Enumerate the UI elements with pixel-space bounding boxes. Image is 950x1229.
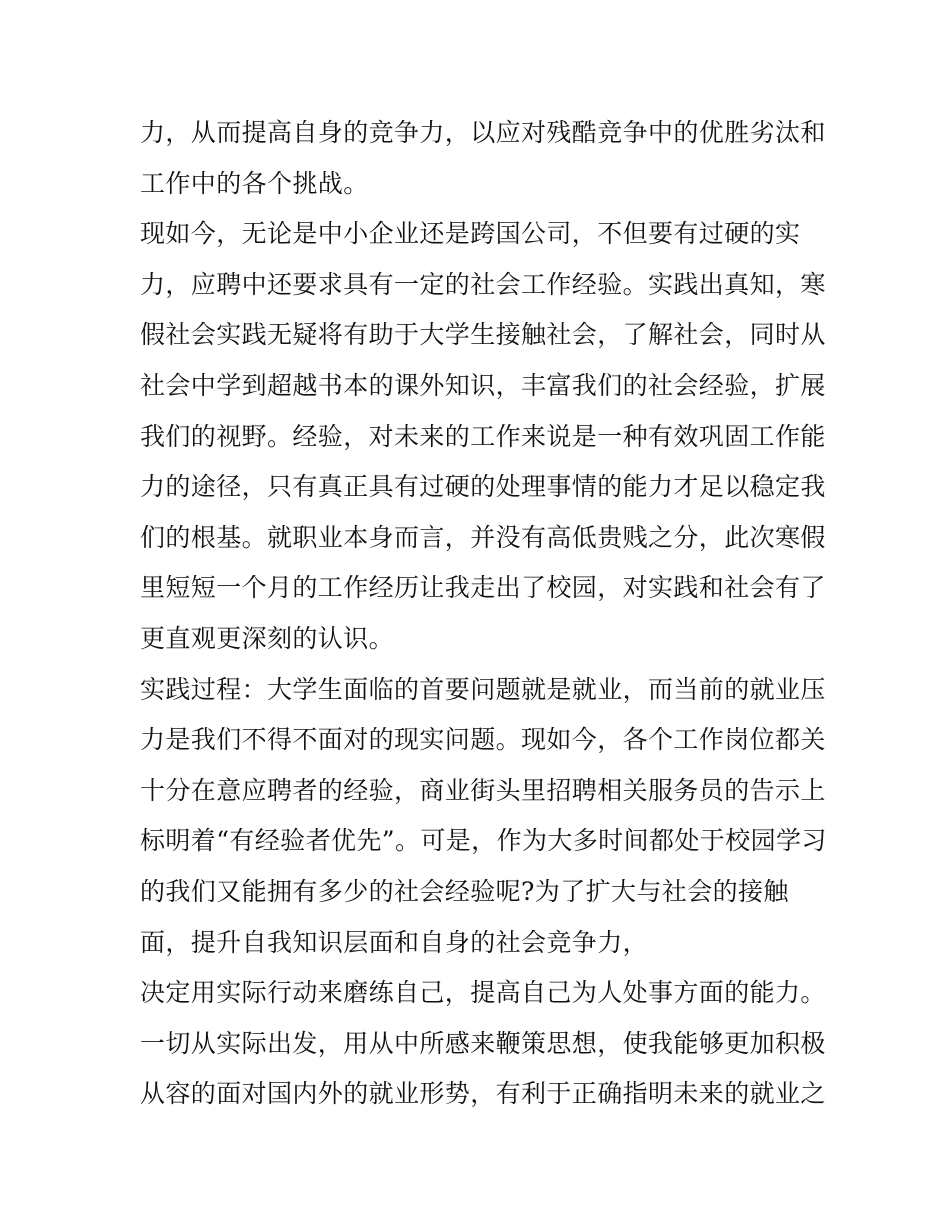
text-line: 社会中学到超越书本的课外知识，丰富我们的社会经验，扩展: [140, 370, 826, 400]
text-line: 更直观更深刻的认识。: [140, 623, 395, 653]
text-line: 标明着“有经验者优先”。可是，作为大多时间都处于校园学习: [140, 826, 827, 856]
text-line: 力的途径，只有真正具有过硬的处理事情的能力才足以稳定我: [140, 472, 826, 502]
text-line: 力是我们不得不面对的现实问题。现如今，各个工作岗位都关: [140, 725, 826, 755]
text-line: 我们的视野。经验，对未来的工作来说是一种有效巩固工作能: [140, 421, 826, 451]
text-line: 假社会实践无疑将有助于大学生接触社会，了解社会，同时从: [140, 320, 826, 350]
text-line: 十分在意应聘者的经验，商业街头里招聘相关服务员的告示上: [140, 775, 826, 805]
text-line: 决定用实际行动来磨练自己，提高自己为人处事方面的能力。: [140, 978, 826, 1008]
text-line: 现如今，无论是中小企业还是跨国公司，不但要有过硬的实: [140, 219, 801, 249]
text-line: 里短短一个月的工作经历让我走出了校园，对实践和社会有了: [140, 573, 826, 603]
text-line: 力，从而提高自身的竞争力，以应对残酷竞争中的优胜劣汰和: [140, 118, 826, 147]
text-line: 的我们又能拥有多少的社会经验呢?为了扩大与社会的接触: [140, 876, 789, 906]
text-line: 从容的面对国内外的就业形势，有利于正确指明未来的就业之: [140, 1079, 826, 1109]
text-line: 实践过程：大学生面临的首要问题就是就业，而当前的就业压: [140, 674, 826, 704]
text-line: 面，提升自我知识层面和自身的社会竞争力，: [140, 927, 649, 957]
text-line: 力，应聘中还要求具有一定的社会工作经验。实践出真知，寒: [140, 269, 826, 299]
text-line: 们的根基。就职业本身而言，并没有高低贵贱之分，此次寒假: [140, 522, 826, 552]
text-line: 工作中的各个挑战。: [140, 168, 369, 198]
body-text: [140, 108, 827, 1120]
text-line: 一切从实际出发，用从中所感来鞭策思想，使我能够更加积极: [140, 1028, 826, 1058]
